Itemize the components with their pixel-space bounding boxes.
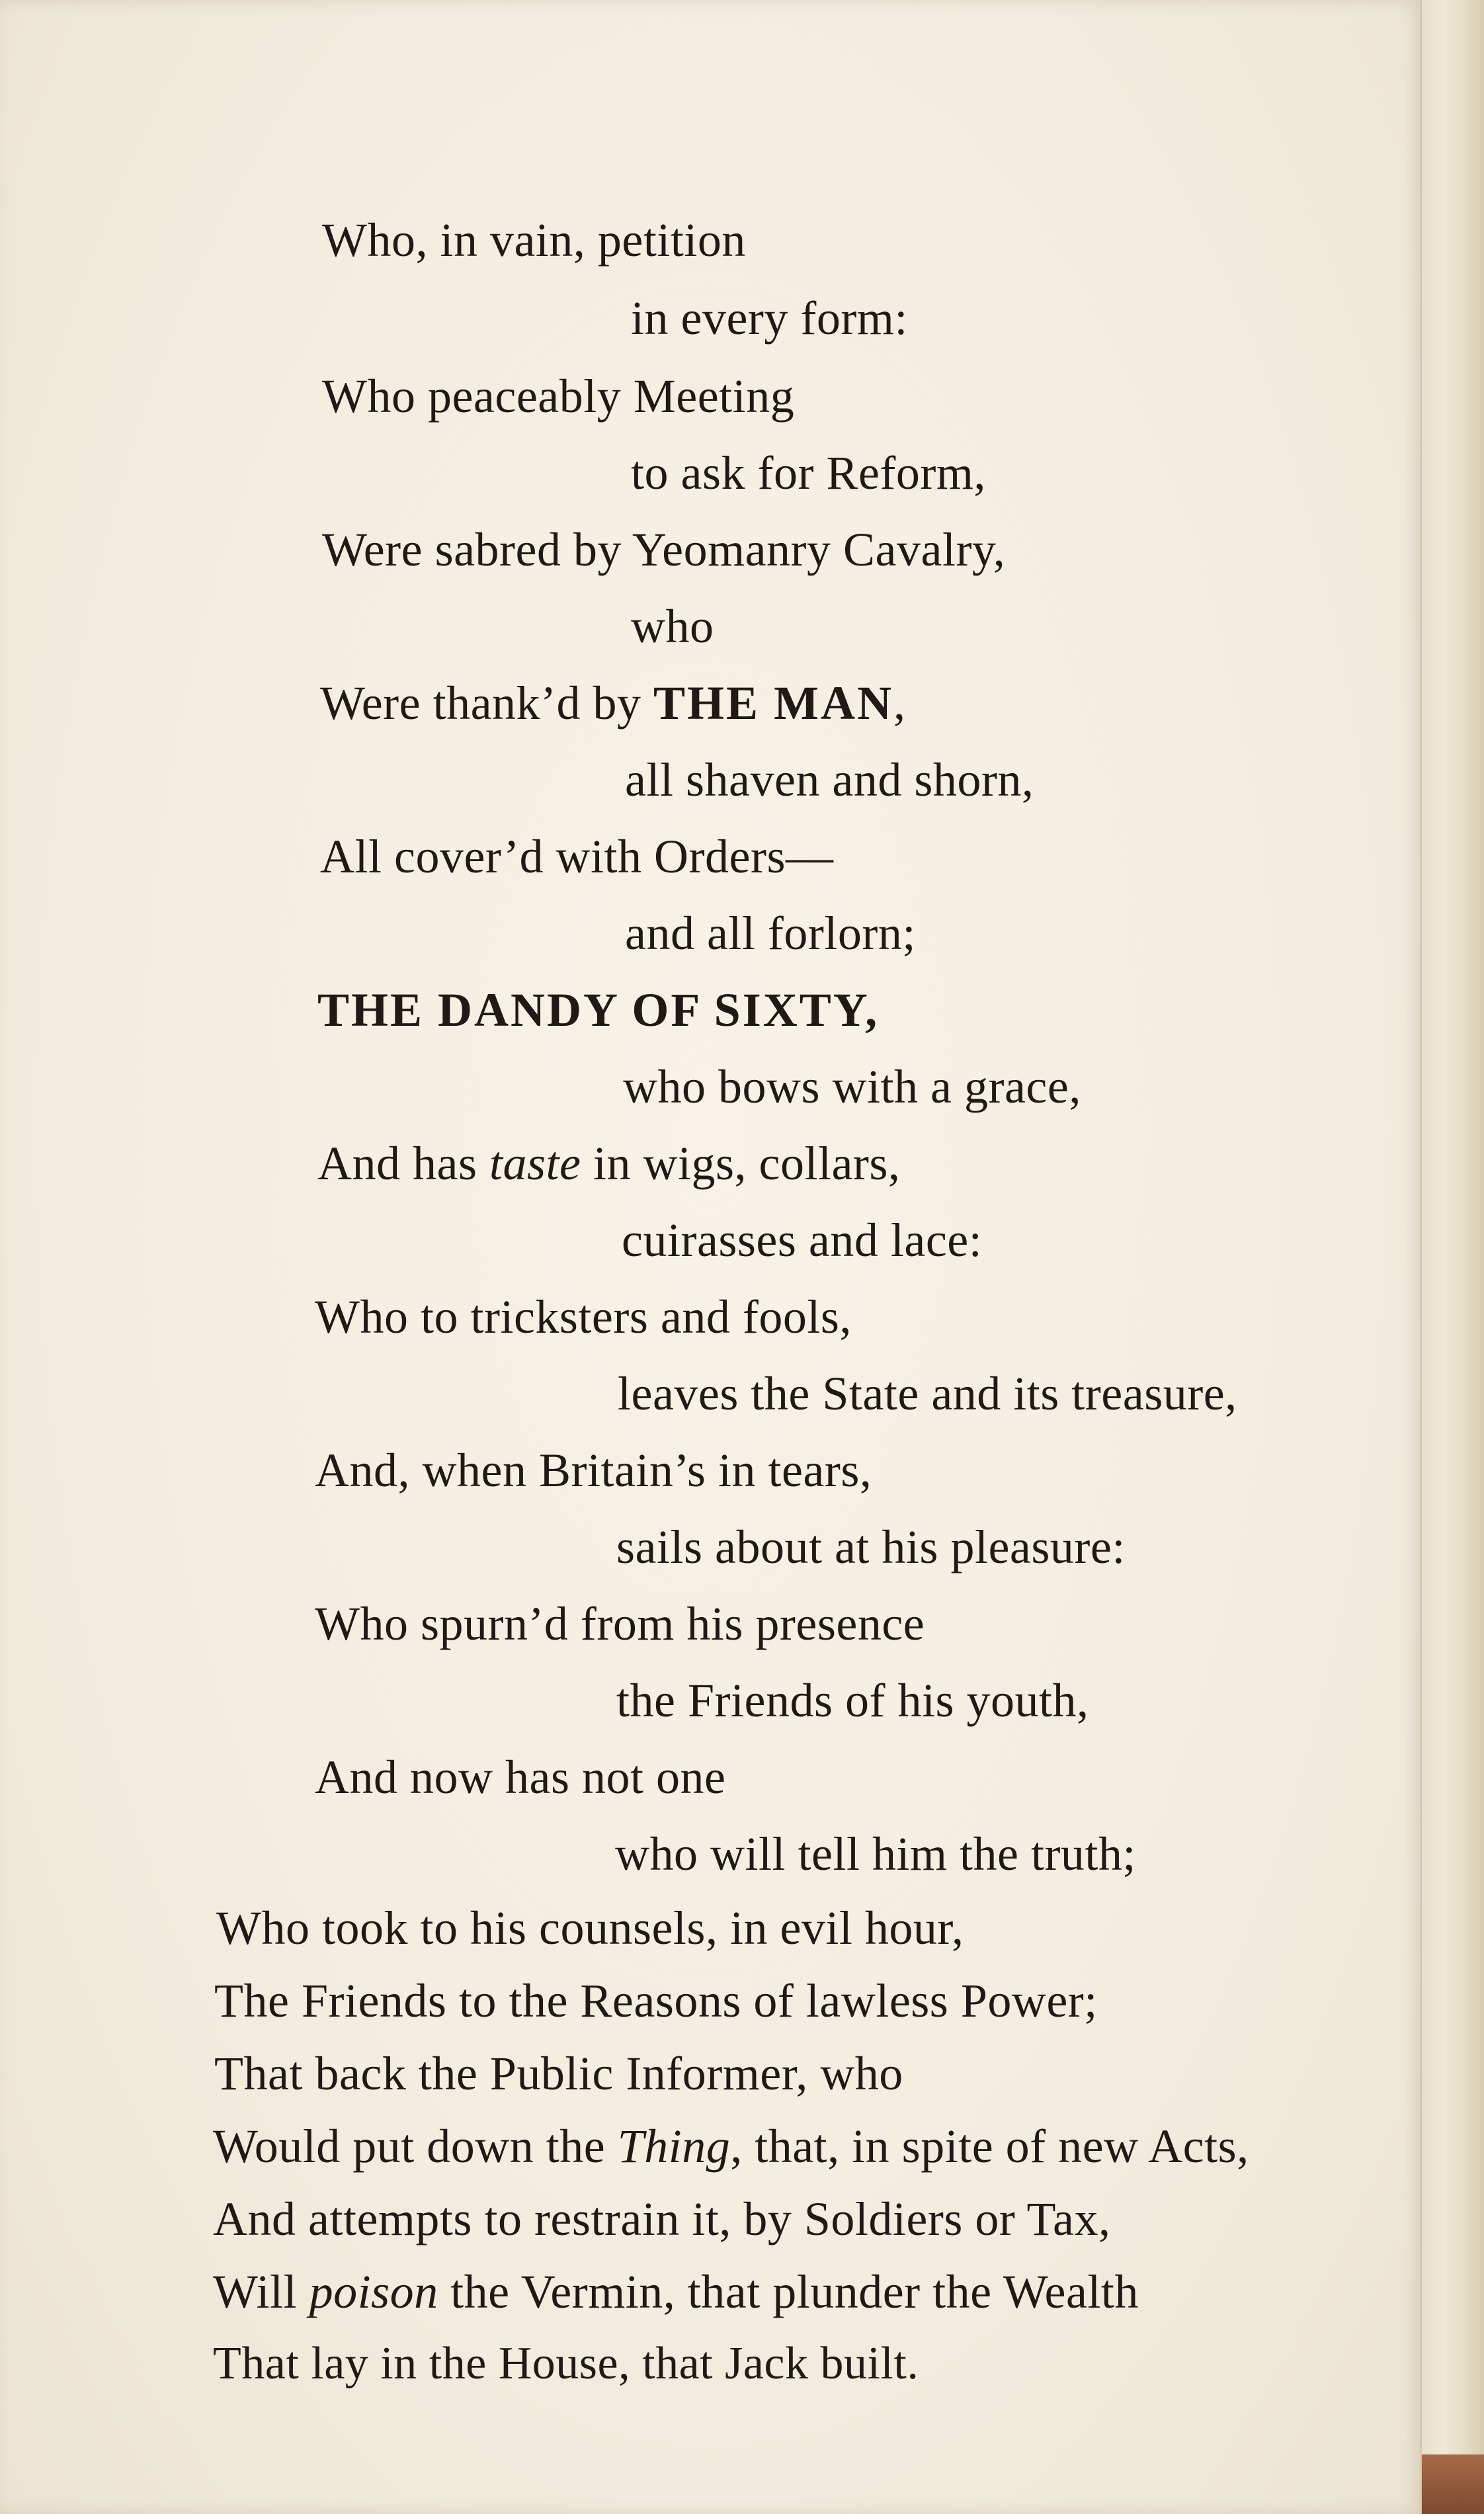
poem-line: Would put down the Thing, that, in spite of new Acts, [213,2120,1249,2173]
poem-line: in every form: [631,292,908,345]
poem-line: Who, in vain, petition [322,214,746,267]
book-binding [1422,2454,1484,2514]
poem-line: And attempts to restrain it, by Soldiers or Tax, [213,2193,1111,2245]
poem-line: That back the Public Informer, who [214,2047,903,2100]
poem-line: All cover’d with Orders— [320,830,834,883]
poem-line: Will poison the Vermin, that plunder the Wealth [213,2265,1139,2318]
poem-line: Were thank’d by THE MAN, [320,677,906,730]
poem-line: The Friends to the Reasons of lawless Power; [214,1974,1098,2027]
poem-line: THE DANDY OF SIXTY, [317,984,880,1036]
poem-line: all shaven and shorn, [625,753,1034,806]
poem-line: who bows with a grace, [623,1060,1081,1113]
poem-line: That lay in the House, that Jack built. [213,2338,919,2389]
poem-line: who will tell him the truth; [615,1827,1136,1880]
poem-line: Who took to his counsels, in evil hour, [216,1902,964,1954]
poem-line: cuirasses and lace: [622,1214,983,1267]
poem-line: And, when Britain’s in tears, [315,1444,872,1497]
poem-line: sails about at his pleasure: [616,1521,1126,1573]
poem-line: the Friends of his youth, [616,1674,1089,1727]
poem-line: Were sabred by Yeomanry Cavalry, [322,523,1006,576]
poem-line: and all forlorn; [625,907,916,960]
poem-line: who [631,600,714,653]
poem-line: Who spurn’d from his presence [315,1597,925,1650]
adjacent-page-edge [1421,0,1484,2514]
poem-line: leaves the State and its treasure, [618,1367,1237,1420]
poem-line: And has taste in wigs, collars, [317,1137,901,1190]
poem-line: And now has not one [315,1751,726,1804]
poem-line: to ask for Reform, [631,446,986,499]
poem-line: Who peaceably Meeting [322,370,795,423]
poem-line: Who to tricksters and fools, [315,1290,852,1343]
